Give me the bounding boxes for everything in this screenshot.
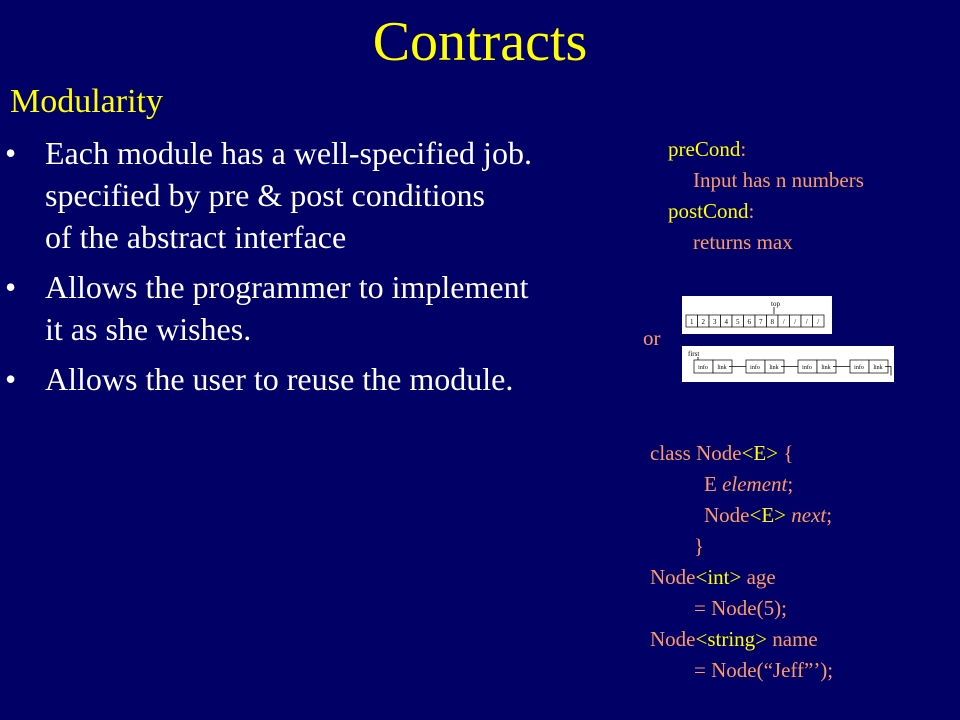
node-info-label: info xyxy=(802,365,812,371)
bullet-dot: • xyxy=(5,269,17,305)
code-line-age-decl: Node<int> age xyxy=(650,565,776,589)
code-line-age-init: = Node(5); xyxy=(694,596,787,620)
array-cell-label: 8 xyxy=(770,318,774,326)
array-cells xyxy=(686,315,824,327)
bullet-list xyxy=(0,132,640,408)
node-link-label: link xyxy=(821,365,831,371)
array-stack-diagram xyxy=(682,296,832,334)
code-line-name-decl: Node<string> name xyxy=(650,627,818,651)
bullet-line: Allows the programmer to implement xyxy=(45,269,529,305)
bullet-line: of the abstract interface xyxy=(45,219,347,255)
array-cell-label: 5 xyxy=(736,318,740,326)
bullet-item xyxy=(0,132,640,258)
bullet-dot: • xyxy=(5,135,17,171)
array-cell-label: 7 xyxy=(759,318,763,326)
array-cell-label: 4 xyxy=(724,318,728,326)
node-info-label: info xyxy=(854,365,864,371)
code-line-class: class Node<E> { xyxy=(650,441,794,465)
array-cell-label: 2 xyxy=(701,318,705,326)
array-stack-svg xyxy=(682,296,832,334)
array-cell-label: 1 xyxy=(690,318,694,326)
top-label: top xyxy=(771,300,780,308)
array-cell-label: 6 xyxy=(747,318,751,326)
bullet-line: it as she wishes. xyxy=(45,311,252,347)
node-link-label: link xyxy=(717,365,727,371)
precond-label: preCond: xyxy=(668,137,747,161)
bullet-line: specified by pre & post conditions xyxy=(45,177,485,213)
code-line-next: Node<E> next; xyxy=(704,503,833,527)
or-label: or xyxy=(643,326,661,350)
code-line-element: E element; xyxy=(704,472,794,496)
postcond-value: returns max xyxy=(693,230,793,254)
bullet-dot: • xyxy=(5,361,17,397)
contract-spec xyxy=(668,134,864,258)
array-cell-label: / xyxy=(817,318,820,326)
array-cell-label: / xyxy=(805,318,808,326)
code-block xyxy=(650,438,833,686)
first-label: first xyxy=(688,350,700,358)
linked-list-diagram xyxy=(682,346,894,382)
node-link-label: link xyxy=(769,365,779,371)
postcond-label: postCond: xyxy=(668,199,755,223)
bullet-item xyxy=(0,266,640,350)
code-line-name-init: = Node(“Jeff”’); xyxy=(694,658,834,682)
node-info-label: info xyxy=(750,365,760,371)
slide-title: Contracts xyxy=(372,11,588,73)
array-cell-label: 3 xyxy=(713,318,717,326)
node-link-label: link xyxy=(873,365,883,371)
node-info-label: info xyxy=(698,365,708,371)
bullet-item xyxy=(0,358,640,400)
slide-subtitle: Modularity xyxy=(10,83,163,120)
bullet-line: Allows the user to reuse the module. xyxy=(45,361,514,397)
linked-list-svg xyxy=(682,346,894,382)
array-cell-label: / xyxy=(782,318,785,326)
list-nodes xyxy=(694,357,891,376)
array-cell-label: / xyxy=(794,318,797,326)
bullet-line: Each module has a well-specified job. xyxy=(45,135,532,171)
code-line-close: } xyxy=(694,534,705,558)
precond-value: Input has n numbers xyxy=(693,168,864,192)
